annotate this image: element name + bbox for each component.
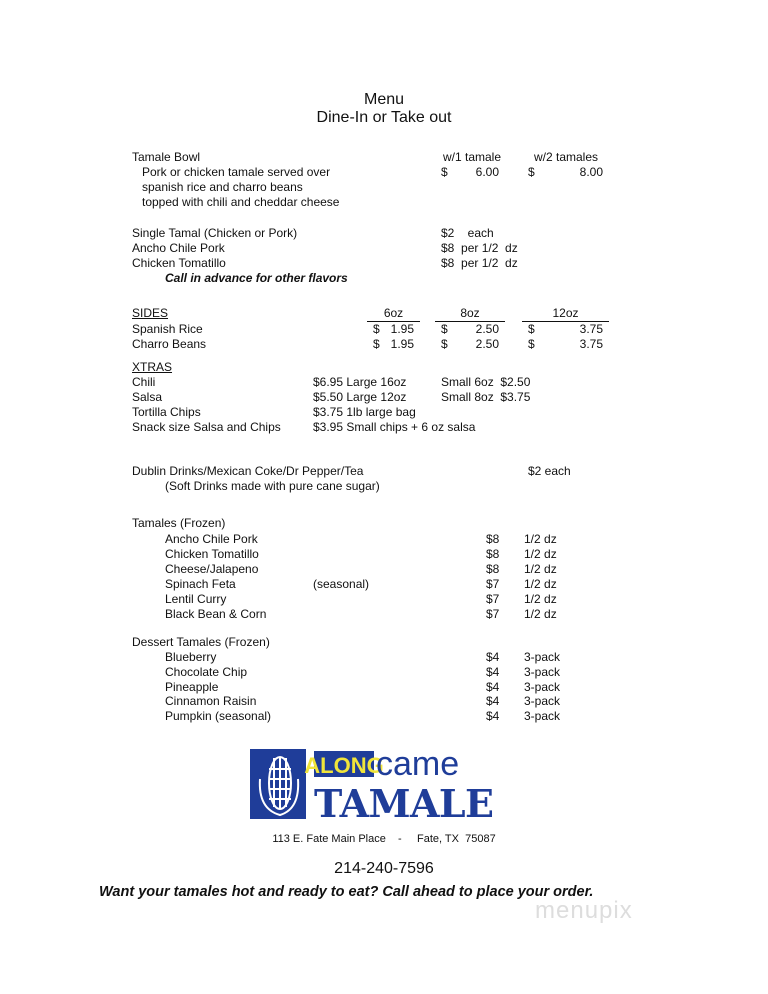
item-name: Chicken Tomatillo [132, 256, 226, 270]
tagline: Want your tamales hot and ready to eat? Call ahead to place your order. [99, 884, 594, 900]
watermark: menupix [535, 897, 633, 924]
menu-subtitle: Dine-In or Take out [316, 109, 452, 126]
item-name: Snack size Salsa and Chips [132, 420, 281, 434]
item-unit: 3-pack [524, 650, 561, 664]
price: 1.95 [390, 337, 414, 351]
currency: $ [528, 337, 535, 351]
item-price: $7 [486, 606, 500, 621]
large-price: $5.50 Large 12oz [313, 390, 407, 404]
item-price: $8 per 1/2 dz [441, 241, 518, 255]
item-price: $8 per 1/2 dz [441, 256, 518, 270]
item-price: $2 each [441, 226, 494, 240]
price: 3.75 [579, 322, 603, 336]
column-header: w/2 tamales [534, 150, 599, 164]
item-unit: 1/2 dz [524, 576, 557, 591]
item-name: Ancho Chile Pork [165, 532, 258, 546]
item-name: Lentil Curry [165, 591, 227, 606]
section-heading: SIDES [132, 306, 169, 320]
item-name: Spinach Feta [165, 576, 236, 591]
section-heading: Tamales (Frozen) [132, 516, 226, 530]
section-heading: XTRAS [132, 360, 173, 374]
item-unit: 3-pack [524, 709, 561, 724]
logo-word-tamale: TAMALE [314, 781, 494, 819]
currency: $ [441, 165, 448, 179]
small-price: Small 8oz $3.75 [441, 390, 531, 404]
currency: $ [373, 337, 380, 351]
item-price: $4 [486, 664, 500, 679]
currency: $ [441, 322, 448, 336]
item-description: spanish rice and charro beans [142, 180, 303, 194]
item-price: $8 [486, 546, 500, 561]
size-header: 8oz [460, 306, 480, 320]
phone-number: 214-240-7596 [334, 860, 434, 877]
item-name: Cinnamon Raisin [165, 694, 257, 709]
small-price: Small 6oz $2.50 [441, 375, 531, 389]
item-note: (seasonal) [313, 576, 370, 591]
item-name: Charro Beans [132, 337, 207, 351]
price: 8.00 [579, 165, 603, 179]
item-name: Blueberry [165, 650, 217, 664]
along-came-tamale-logo [250, 749, 496, 819]
price: 2.50 [475, 322, 499, 336]
item-price: $4 [486, 679, 500, 694]
item-price: $4 [486, 709, 500, 724]
item-price: $4 [486, 650, 500, 664]
currency: $ [373, 322, 380, 336]
large-price: $3.95 Small chips + 6 oz salsa [313, 420, 476, 434]
price: 3.75 [579, 337, 603, 351]
item-unit: 1/2 dz [524, 561, 557, 576]
item-name: Pineapple [165, 679, 219, 694]
item-unit: 1/2 dz [524, 591, 557, 606]
item-name: Black Bean & Corn [165, 606, 267, 621]
item-description: topped with chili and cheddar cheese [142, 195, 340, 209]
large-price: $6.95 Large 16oz [313, 375, 407, 389]
item-price: $4 [486, 694, 500, 709]
item-description: Pork or chicken tamale served over [142, 165, 331, 179]
item-price: $7 [486, 576, 500, 591]
price: 1.95 [390, 322, 414, 336]
item-price: $7 [486, 591, 500, 606]
size-header: 6oz [383, 306, 404, 320]
column-header: w/1 tamale [443, 150, 502, 164]
item-name: Dublin Drinks/Mexican Coke/Dr Pepper/Tea [132, 464, 364, 478]
item-price: $2 each [528, 464, 571, 478]
item-unit: 3-pack [524, 694, 561, 709]
size-header: 12oz [552, 306, 579, 320]
large-price: $3.75 1lb large bag [313, 405, 416, 419]
item-name: Chili [132, 375, 156, 389]
item-name: Chocolate Chip [165, 664, 248, 679]
item-name: Tortilla Chips [132, 405, 201, 419]
item-name: Chicken Tomatillo [165, 546, 259, 561]
currency: $ [528, 322, 535, 336]
item-unit: 1/2 dz [524, 546, 557, 561]
address: 113 E. Fate Main Place - Fate, TX 75087 [272, 833, 496, 845]
item-unit: 3-pack [524, 664, 561, 679]
item-price: $8 [486, 561, 500, 576]
item-unit: 1/2 dz [524, 606, 557, 621]
currency: $ [528, 165, 535, 179]
item-name: Spanish Rice [132, 322, 203, 336]
currency: $ [441, 337, 448, 351]
item-name: Salsa [132, 390, 163, 404]
item-note: (Soft Drinks made with pure cane sugar) [165, 479, 380, 493]
section-heading: Dessert Tamales (Frozen) [132, 635, 270, 649]
item-unit: 3-pack [524, 679, 561, 694]
logo-word-along: ALONG [304, 753, 384, 778]
price: 6.00 [475, 165, 499, 179]
item-name: Single Tamal (Chicken or Pork) [132, 226, 298, 240]
item-price: $8 [486, 532, 500, 546]
price: 2.50 [475, 337, 499, 351]
menu-title: Menu [363, 91, 405, 108]
flavors-note: Call in advance for other flavors [165, 271, 348, 285]
item-unit: 1/2 dz [524, 532, 557, 546]
item-name: Pumpkin (seasonal) [165, 709, 272, 724]
item-name: Ancho Chile Pork [132, 241, 225, 255]
item-name: Tamale Bowl [132, 150, 201, 164]
item-name: Cheese/Jalapeno [165, 561, 259, 576]
logo-word-came: came [376, 749, 460, 783]
